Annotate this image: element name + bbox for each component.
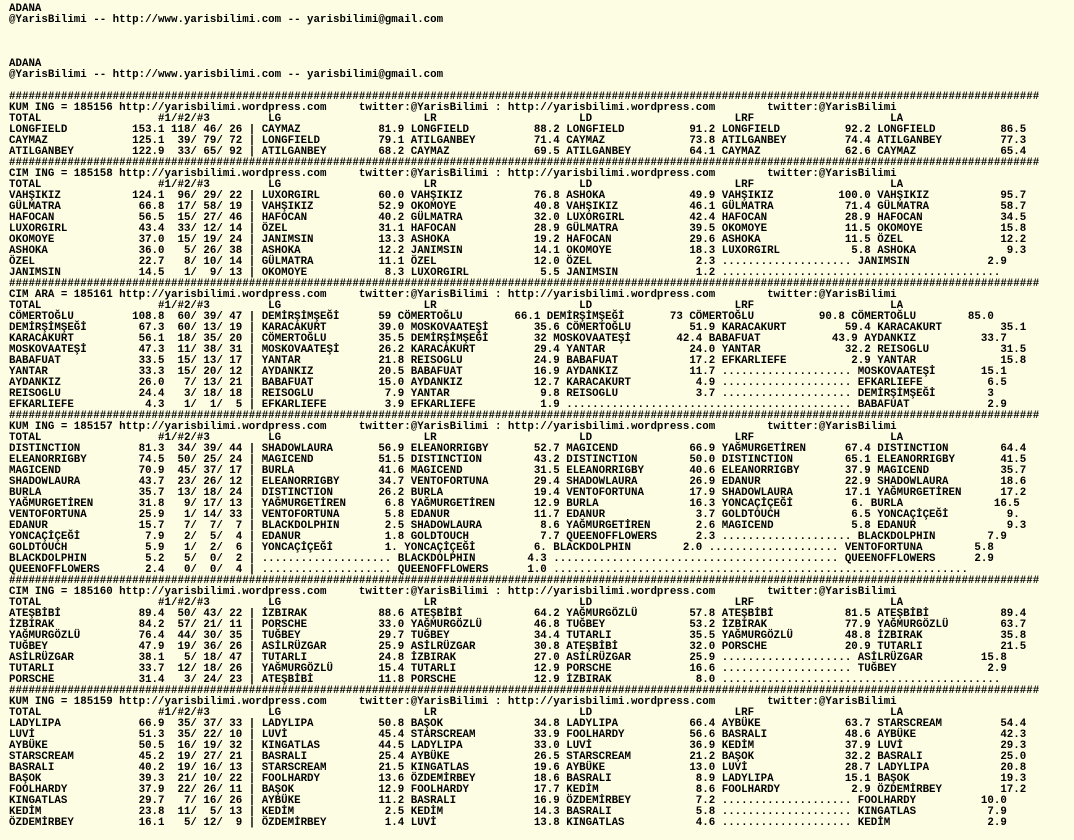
report-line: EFKARLIEFE 4.3 1/ 1/ 5 | EFKARLIEFE 3.9 EFKARLIEFE 1.9 ............................................ BABAFUAT 2.9 <box>9 399 1007 411</box>
report-line: KUM ING = 185157 http://yarisbilimi.wordpress.com twitter:@YarisBilimi : http://yarisbilimi.wordpress.com twitter:@YarisBilimi <box>9 421 897 433</box>
report-line: YAĞMURGÖZLÜ 76.4 44/ 30/ 35 | TUĞBEY 29.7 TUĞBEY 34.4 TUTARLI 35.5 YAĞMURGÖZLÜ 48.8 İZBIRAK 35.8 <box>9 630 1027 642</box>
report-line: EDANUR 15.7 7/ 7/ 7 | BLACKDOLPHIN 2.5 SHADOWLAURA 8.6 YAĞMURGETİREN 2.6 MAGICEND 5.8 EDANUR 9.3 <box>9 520 1027 532</box>
report-line: TOTAL #1/#2/#3 LG LR LD LRF LA <box>9 432 904 444</box>
report-line: TOTAL #1/#2/#3 LG LR LD LRF LA <box>9 300 904 312</box>
report-line: CIM ING = 185158 http://yarisbilimi.wordpress.com twitter:@YarisBilimi : http://yarisbilimi.wordpress.com twitter:@YarisBilimi <box>9 168 897 180</box>
contact-line: @YarisBilimi -- http://www.yarisbilimi.com -- yarisbilimi@gmail.com <box>9 14 444 26</box>
report-line: ATILGANBEY 122.9 33/ 65/ 92 | ATILGANBEY 68.2 CAYMAZ 69.5 ATILGANBEY 64.1 CAYMAZ 62.6 CAYMAZ 65.4 <box>9 146 1027 158</box>
report-line: TOTAL #1/#2/#3 LG LR LD LRF LA <box>9 113 904 125</box>
report-line: OKOMOYE 37.0 15/ 19/ 24 | JANIMSIN 13.3 ASHOKA 19.2 HAFOCAN 29.6 ASHOKA 11.5 ÖZEL 12.2 <box>9 234 1027 246</box>
report-line: ASİLRÜZGAR 38.1 5/ 18/ 47 | TUTARLI 24.8 İZBIRAK 27.0 ASİLRÜZGAR 25.9 .................... ASİLRÜZGAR 15.8 <box>9 652 1007 664</box>
separator-line: ############################################################################################################################################################### <box>9 91 1040 103</box>
report-line: BLACKDOLPHIN 5.2 5/ 0/ 2 | .................... BLACKDOLPHIN 4.3 ............................................ QUEENOFFLOWERS 2.9 <box>9 553 994 565</box>
report-line: ATEŞBİBİ 89.4 50/ 43/ 22 | İZBIRAK 88.6 ATEŞBİBİ 64.2 YAĞMURGÖZLÜ 57.8 ATEŞBİBİ 81.5 ATEŞBİBİ 89.4 <box>9 608 1027 620</box>
report-line: HAFOCAN 56.5 15/ 27/ 46 | HAFOCAN 40.2 GÜLMATRA 32.0 LUXORGIRL 42.4 HAFOCAN 28.9 HAFOCAN 34.5 <box>9 212 1027 224</box>
report-line: YONCAÇİÇEĞİ 7.9 2/ 5/ 4 | EDANUR 1.8 GOLDTOUCH 7.7 QUEENOFFLOWERS 2.3 .................... BLACKDOLPHIN 7.9 <box>9 531 1007 543</box>
spacer <box>9 26 1074 59</box>
report-line: QUEENOFFLOWERS 2.4 0/ 0/ 4 | .................... QUEENOFFLOWERS 1.0 ................................................................ <box>9 564 968 576</box>
report-line: KEDİM 23.8 11/ 5/ 13 | KEDİM 2.5 KEDİM 14.3 BASRALI 5.8 .................... KINGATLAS 7.9 <box>9 806 1007 818</box>
separator-line: ############################################################################################################################################################### <box>9 685 1040 697</box>
report-line: TOTAL #1/#2/#3 LG LR LD LRF LA <box>9 179 904 191</box>
report-line: AYDANKIZ 26.0 7/ 13/ 21 | BABAFUAT 15.0 AYDANKIZ 12.7 KARACAKURT 4.9 .................... EFKARLIEFE 6.5 <box>9 377 1007 389</box>
separator-line: ############################################################################################################################################################### <box>9 575 1040 587</box>
report-line: YAĞMURGETİREN 31.8 9/ 17/ 13 | YAĞMURGETİREN 6.8 YAĞMURGETİREN 12.9 BURLA 16.3 YONCAÇİÇEĞİ 6. BURLA 16.5 <box>9 498 1020 510</box>
report-title: ADANA <box>9 3 42 15</box>
report-line: GÜLMATRA 66.8 17/ 58/ 19 | VAHŞIKIZ 52.9 OKOMOYE 40.8 VAHŞIKIZ 46.1 GÜLMATRA 71.4 GÜLMATRA 58.7 <box>9 201 1027 213</box>
report-line: DEMİRŞİMŞEĞİ 67.3 60/ 13/ 19 | KARACAKURT 39.0 MOSKOVAATEŞİ 35.6 CÖMERTOĞLU 51.9 KARACAKURT 59.4 KARACAKURT 35.1 <box>9 322 1027 334</box>
report-line: GOLDTOUCH 5.9 1/ 2/ 6 | YONCAÇİÇEĞİ 1. YONCAÇİÇEĞİ 6. BLACKDOLPHIN 2.0 .................... VENTOFORTUNA 5.8 <box>9 542 994 554</box>
report-line: ÖZDEMİRBEY 16.1 5/ 12/ 9 | ÖZDEMİRBEY 1.4 LUVİ 13.8 KINGATLAS 4.6 .................... KEDİM 2.9 <box>9 817 1007 829</box>
report-line: BAŞOK 39.3 21/ 10/ 22 | FOOLHARDY 13.6 ÖZDEMİRBEY 18.6 BASRALI 8.9 LADYLIPA 15.1 BAŞOK 19.3 <box>9 773 1027 785</box>
report-line: CÖMERTOĞLU 108.8 60/ 39/ 47 | DEMİRŞİMŞEĞİ 59 CÖMERTOĞLU 66.1 DEMİRŞİMŞEĞİ 73 CÖMERTOĞLU 90.8 CÖMERTOĞLU 85.0 <box>9 311 994 323</box>
report-line: KARACAKURT 56.1 18/ 35/ 20 | CÖMERTOĞLU 35.5 DEMİRŞİMŞEĞİ 32 MOSKOVAATEŞİ 42.4 BABAFUAT 43.9 AYDANKIZ 33.7 <box>9 333 1007 345</box>
report-line: KUM ING = 185159 http://yarisbilimi.wordpress.com twitter:@YarisBilimi : http://yarisbilimi.wordpress.com twitter:@YarisBilimi <box>9 696 897 708</box>
report-line: İZBIRAK 84.2 57/ 21/ 11 | PORSCHE 33.0 YAĞMURGÖZLÜ 46.8 TUĞBEY 53.2 İZBIRAK 77.9 YAĞMURGÖZLÜ 63.7 <box>9 619 1027 631</box>
report-line: ÖZEL 22.7 8/ 10/ 14 | GÜLMATRA 11.1 ÖZEL 12.0 ÖZEL 2.3 .................... JANIMSIN 2.9 <box>9 256 1007 268</box>
report-line: KINGATLAS 29.7 7/ 16/ 26 | AYBÜKE 11.2 BASRALI 16.9 ÖZDEMİRBEY 7.2 .................... FOOLHARDY 10.0 <box>9 795 1007 807</box>
report-line: CAYMAZ 125.1 39/ 79/ 72 | LONGFIELD 79.1 ATILGANBEY 71.4 CAYMAZ 73.8 ATILGANBEY 74.4 ATILGANBEY 77.3 <box>9 135 1027 147</box>
separator-line: ############################################################################################################################################################### <box>9 157 1040 169</box>
report-line: ELEANORRIGBY 74.5 50/ 25/ 24 | MAGICEND 51.5 DISTINCTION 43.2 DISTINCTION 50.0 DISTINCTION 65.1 ELEANORRIGBY 41.5 <box>9 454 1027 466</box>
report-line: BASRALI 40.2 19/ 16/ 13 | STARSCREAM 21.5 KINGATLAS 19.6 AYBÜKE 13.0 LUVİ 28.7 LADYLIPA 20.8 <box>9 762 1027 774</box>
report-line: BABAFUAT 33.5 15/ 13/ 17 | YANTAR 21.8 REISOGLU 24.9 BABAFUAT 17.2 EFKARLIEFE 2.9 YANTAR 15.8 <box>9 355 1027 367</box>
report-line: TUĞBEY 47.9 19/ 36/ 26 | ASİLRÜZGAR 25.9 ASİLRÜZGAR 30.8 ATEŞBİBİ 32.0 PORSCHE 20.9 TUTARLI 21.5 <box>9 641 1027 653</box>
report-line: DISTINCTION 81.3 34/ 39/ 44 | SHADOWLAURA 56.9 ELEANORRIGBY 52.7 MAGICEND 66.9 YAĞMURGETİREN 67.4 DISTINCTION 64.4 <box>9 443 1027 455</box>
separator-line: ############################################################################################################################################################### <box>9 278 1040 290</box>
report-line: LADYLIPA 66.9 35/ 37/ 33 | LADYLIPA 50.8 BAŞOK 34.8 LADYLIPA 66.4 AYBÜKE 63.7 STARSCREAM 54.4 <box>9 718 1027 730</box>
report-line: FOOLHARDY 37.9 22/ 26/ 11 | BAŞOK 12.9 FOOLHARDY 17.7 KEDİM 8.6 FOOLHARDY 2.9 ÖZDEMİRBEY 17.2 <box>9 784 1027 796</box>
report-line: TOTAL #1/#2/#3 LG LR LD LRF LA <box>9 597 904 609</box>
report-line: LONGFIELD 153.1 118/ 46/ 26 | CAYMAZ 81.9 LONGFIELD 88.2 LONGFIELD 91.2 LONGFIELD 92.2 LONGFIELD 86.5 <box>9 124 1027 136</box>
report-line: TOTAL #1/#2/#3 LG LR LD LRF LA <box>9 707 904 719</box>
report-line: LUVİ 51.3 35/ 22/ 10 | LUVİ 45.4 STARSCREAM 33.9 FOOLHARDY 56.6 BASRALI 48.6 AYBÜKE 42.3 <box>9 729 1027 741</box>
report-line: LUXORGIRL 43.4 33/ 12/ 14 | ÖZEL 31.1 HAFOCAN 28.9 GÜLMATRA 39.5 OKOMOYE 11.5 OKOMOYE 15.8 <box>9 223 1027 235</box>
report-line: CIM ARA = 185161 http://yarisbilimi.wordpress.com twitter:@YarisBilimi : http://yarisbilimi.wordpress.com twitter:@YarisBilimi <box>9 289 897 301</box>
report-line: YANTAR 33.3 15/ 20/ 12 | AYDANKIZ 20.5 BABAFUAT 16.9 AYDANKIZ 11.7 .................... MOSKOVAATEŞİ 15.1 <box>9 366 1007 378</box>
report-line: VENTOFORTUNA 25.9 1/ 14/ 33 | VENTOFORTUNA 5.8 EDANUR 11.7 EDANUR 3.7 GOLDTOUCH 6.5 YONCAÇİÇEĞİ 9. <box>9 509 1020 521</box>
report-body <box>9 92 1074 829</box>
report-line: ASHOKA 36.0 5/ 26/ 38 | ASHOKA 12.2 JANIMSIN 14.1 OKOMOYE 18.3 LUXORGIRL 5.8 ASHOKA 9.3 <box>9 245 1027 257</box>
report-line: VAHŞIKIZ 124.1 96/ 29/ 22 | LUXORGIRL 60.0 VAHŞIKIZ 76.8 ASHOKA 49.9 VAHŞIKIZ 100.0 VAHŞIKIZ 95.7 <box>9 190 1027 202</box>
report-line: REISOGLU 24.4 3/ 18/ 18 | REISOGLU 7.9 YANTAR 9.8 REISOGLU 3.7 .................... DEMİRŞİMŞEĞİ 3 <box>9 388 994 400</box>
report-line: KUM ING = 185156 http://yarisbilimi.wordpress.com twitter:@YarisBilimi : http://yarisbilimi.wordpress.com twitter:@YarisBilimi <box>9 102 897 114</box>
report-line: BURLA 35.7 13/ 18/ 24 | DISTINCTION 26.2 BURLA 19.4 VENTOFORTUNA 17.9 SHADOWLAURA 17.1 YAĞMURGETİREN 17.2 <box>9 487 1027 499</box>
report-line: MOSKOVAATEŞİ 47.3 11/ 38/ 31 | MOSKOVAATEŞİ 26.2 KARACAKURT 29.4 YANTAR 24.0 YANTAR 32.2 REISOGLU 31.5 <box>9 344 1027 356</box>
report-line: PORSCHE 31.4 3/ 24/ 23 | ATEŞBİBİ 11.8 PORSCHE 12.9 İZBIRAK 8.0 ........................................... <box>9 674 1001 686</box>
contact-line: @YarisBilimi -- http://www.yarisbilimi.com -- yarisbilimi@gmail.com <box>9 69 444 81</box>
report-line: SHADOWLAURA 43.7 23/ 26/ 12 | ELEANORRIGBY 34.7 VENTOFORTUNA 29.4 SHADOWLAURA 26.9 EDANUR 22.9 SHADOWLAURA 18.6 <box>9 476 1027 488</box>
report-line: AYBÜKE 50.5 16/ 19/ 32 | KINGATLAS 44.5 LADYLIPA 33.0 LUVİ 36.9 KEDİM 37.9 LUVİ 29.3 <box>9 740 1027 752</box>
report-line: JANIMSIN 14.5 1/ 9/ 13 | OKOMOYE 8.3 LUXORGIRL 5.5 JANIMSIN 1.2 ........................................... <box>9 267 1001 279</box>
report-line: CIM ING = 185160 http://yarisbilimi.wordpress.com twitter:@YarisBilimi : http://yarisbilimi.wordpress.com twitter:@YarisBilimi <box>9 586 897 598</box>
report-line: STARSCREAM 45.2 19/ 27/ 21 | BASRALI 25.4 AYBÜKE 26.5 STARSCREAM 21.2 BAŞOK 32.2 BASRALI 25.0 <box>9 751 1027 763</box>
report-line: TUTARLI 33.7 12/ 18/ 26 | YAĞMURGÖZLÜ 15.4 TUTARLI 12.9 PORSCHE 16.6 .................... TUĞBEY 2.9 <box>9 663 1007 675</box>
report-title: ADANA <box>9 58 42 70</box>
separator-line: ############################################################################################################################################################### <box>9 410 1040 422</box>
report-line: MAGICEND 70.9 45/ 37/ 17 | BURLA 41.6 MAGICEND 31.5 ELEANORRIGBY 40.6 ELEANORRIGBY 37.9 MAGICEND 35.7 <box>9 465 1027 477</box>
